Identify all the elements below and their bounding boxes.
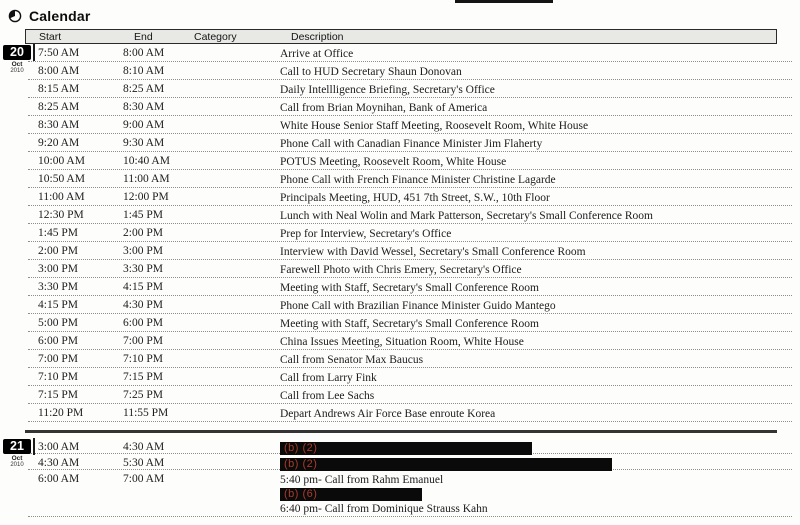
event-description-text: 6:40 pm- Call from Dominique Strauss Kahn [280, 503, 488, 515]
date-day: 20 [3, 45, 31, 60]
start-time: 4:15 PM [38, 299, 78, 311]
calendar-event-row [28, 404, 792, 422]
table-header-row [25, 29, 777, 44]
day-section-divider [25, 430, 777, 433]
calendar-event-row [28, 470, 792, 517]
start-time: 3:30 PM [38, 281, 78, 293]
start-time: 8:15 AM [38, 83, 80, 95]
date-day: 21 [3, 439, 31, 454]
start-time: 8:25 AM [38, 101, 80, 113]
date-badge [3, 439, 31, 468]
calendar-event-row [28, 206, 792, 224]
calendar-event-row [28, 296, 792, 314]
event-description [280, 457, 792, 472]
end-time: 11:55 PM [123, 407, 169, 419]
calendar-event-row [28, 242, 792, 260]
column-header-description: Description [291, 31, 344, 43]
start-time: 8:30 AM [38, 119, 80, 131]
event-description [280, 245, 792, 259]
end-time: 3:00 PM [123, 245, 163, 257]
event-description-text: Daily Intellligence Briefing, Secretary's Office [280, 84, 495, 96]
end-time: 7:00 AM [123, 473, 165, 485]
calendar-event-row [28, 314, 792, 332]
event-description-text: Depart Andrews Air Force Base enroute Korea [280, 408, 496, 420]
event-description [280, 209, 792, 223]
event-description [280, 47, 792, 61]
end-time: 8:10 AM [123, 65, 165, 77]
event-description [280, 83, 792, 97]
end-time: 11:00 AM [123, 173, 170, 185]
event-description [280, 119, 792, 133]
day-section-21 [0, 438, 800, 517]
event-description-text: Call from Senator Max Baucus [280, 354, 424, 366]
event-description-text: China Issues Meeting, Situation Room, White House [280, 336, 524, 348]
event-description-text: Call from Brian Moynihan, Bank of America [280, 102, 488, 114]
calendar-event-row [28, 44, 792, 62]
calendar-event-row [28, 152, 792, 170]
end-time: 7:10 PM [123, 353, 163, 365]
event-description [280, 263, 792, 277]
event-description-text: Meeting with Staff, Secretary's Small Conference Room [280, 318, 539, 330]
calendar-event-row [28, 350, 792, 368]
calendar-event-row [28, 260, 792, 278]
start-time: 12:30 PM [38, 209, 84, 221]
end-time: 8:25 AM [123, 83, 165, 95]
redaction-bar [280, 488, 422, 501]
event-description-text: Lunch with Neal Wolin and Mark Patterson, Secretary's Small Conference Room [280, 210, 653, 222]
event-description-text: Phone Call with French Finance Minister Christine Lagarde [280, 174, 556, 186]
start-time: 9:20 AM [38, 137, 80, 149]
date-year: 2010 [10, 462, 24, 468]
event-description [280, 389, 792, 403]
redaction-bar [280, 458, 612, 471]
start-time: 4:30 AM [38, 457, 80, 469]
event-description-text: POTUS Meeting, Roosevelt Room, White House [280, 156, 507, 168]
start-time: 11:00 AM [38, 191, 85, 203]
date-badge [3, 45, 31, 74]
calendar-event-row [28, 278, 792, 296]
calendar-event-row [28, 80, 792, 98]
end-time: 8:30 AM [123, 101, 165, 113]
event-description [280, 353, 792, 367]
start-time: 7:15 PM [38, 389, 78, 401]
event-description [280, 137, 792, 151]
calendar-event-row [28, 368, 792, 386]
date-year: 2010 [10, 68, 24, 74]
date-month: Oct [11, 455, 23, 462]
calendar-event-row [28, 170, 792, 188]
column-header-start: Start [39, 31, 62, 43]
calendar-event-row [28, 62, 792, 80]
column-header-end: End [134, 31, 153, 43]
end-time: 7:00 PM [123, 335, 163, 347]
start-time: 3:00 AM [38, 441, 80, 453]
day-section-20 [0, 44, 800, 422]
table-left-edge-tick [33, 438, 35, 455]
redaction-exemption-label: (b) (2) [284, 442, 318, 454]
end-time: 9:30 AM [123, 137, 165, 149]
event-description-text: Phone Call with Brazilian Finance Minister Guido Mantego [280, 300, 556, 312]
event-description [280, 317, 792, 331]
event-description [280, 473, 792, 516]
start-time: 6:00 PM [38, 335, 78, 347]
event-description-text: Call from Larry Fink [280, 372, 377, 384]
calendar-event-row [28, 454, 792, 470]
end-time: 7:15 PM [123, 371, 163, 383]
calendar-event-row [28, 188, 792, 206]
clock-icon [8, 9, 22, 23]
redaction-exemption-label: (b) (6) [284, 488, 318, 500]
table-left-edge-tick [33, 44, 35, 61]
event-description [280, 335, 792, 349]
end-time: 8:00 AM [123, 47, 165, 59]
start-time: 7:00 PM [38, 353, 78, 365]
end-time: 12:00 PM [123, 191, 169, 203]
end-time: 3:30 PM [123, 263, 163, 275]
event-description [280, 407, 792, 421]
calendar-event-row [28, 224, 792, 242]
event-description [280, 441, 792, 456]
event-description [280, 101, 792, 115]
event-description-text: Interview with David Wessel, Secretary's Small Conference Room [280, 246, 586, 258]
calendar-table [0, 29, 800, 517]
event-description-text: Arrive at Office [280, 48, 354, 60]
end-time: 2:00 PM [123, 227, 163, 239]
start-time: 1:45 PM [38, 227, 78, 239]
column-header-category: Category [194, 31, 237, 43]
date-month: Oct [11, 61, 23, 68]
event-description [280, 227, 792, 241]
event-description-text: 5:40 pm- Call from Rahm Emanuel [280, 474, 444, 486]
calendar-header [8, 8, 91, 24]
start-time: 7:10 PM [38, 371, 78, 383]
calendar-event-row [28, 332, 792, 350]
start-time: 3:00 PM [38, 263, 78, 275]
start-time: 7:50 AM [38, 47, 80, 59]
event-description-text: Call from Lee Sachs [280, 390, 375, 402]
event-description-text: Farewell Photo with Chris Emery, Secretary's Office [280, 264, 522, 276]
event-description [280, 155, 792, 169]
calendar-event-row [28, 116, 792, 134]
end-time: 4:30 PM [123, 299, 163, 311]
end-time: 1:45 PM [123, 209, 163, 221]
start-time: 5:00 PM [38, 317, 78, 329]
event-description [280, 173, 792, 187]
start-time: 6:00 AM [38, 473, 80, 485]
event-description-text: White House Senior Staff Meeting, Roosevelt Room, White House [280, 120, 589, 132]
event-description-text: Principals Meeting, HUD, 451 7th Street, S.W., 10th Floor [280, 192, 550, 204]
scan-artifact-bar [455, 0, 553, 3]
calendar-event-row [28, 134, 792, 152]
event-description [280, 299, 792, 313]
calendar-event-row [28, 98, 792, 116]
start-time: 10:50 AM [38, 173, 85, 185]
event-description-text: Phone Call with Canadian Finance Minister Jim Flaherty [280, 138, 543, 150]
end-time: 6:00 PM [123, 317, 163, 329]
end-time: 5:30 AM [123, 457, 165, 469]
end-time: 4:15 PM [123, 281, 163, 293]
event-description-text: Call to HUD Secretary Shaun Donovan [280, 66, 462, 78]
event-description [280, 371, 792, 385]
calendar-event-row [28, 438, 792, 454]
start-time: 11:20 PM [38, 407, 84, 419]
page-title: Calendar [29, 8, 91, 24]
event-description [280, 281, 792, 295]
start-time: 8:00 AM [38, 65, 80, 77]
calendar-event-row [28, 386, 792, 404]
start-time: 10:00 AM [38, 155, 85, 167]
end-time: 4:30 AM [123, 441, 165, 453]
event-description [280, 191, 792, 205]
event-description-text: Meeting with Staff, Secretary's Small Conference Room [280, 282, 539, 294]
event-description [280, 65, 792, 79]
end-time: 10:40 AM [123, 155, 170, 167]
event-description-text: Prep for Interview, Secretary's Office [280, 228, 452, 240]
start-time: 2:00 PM [38, 245, 78, 257]
redaction-exemption-label: (b) (2) [284, 458, 318, 470]
redaction-bar [280, 442, 532, 455]
end-time: 9:00 AM [123, 119, 165, 131]
end-time: 7:25 PM [123, 389, 163, 401]
day-sections [0, 44, 800, 517]
